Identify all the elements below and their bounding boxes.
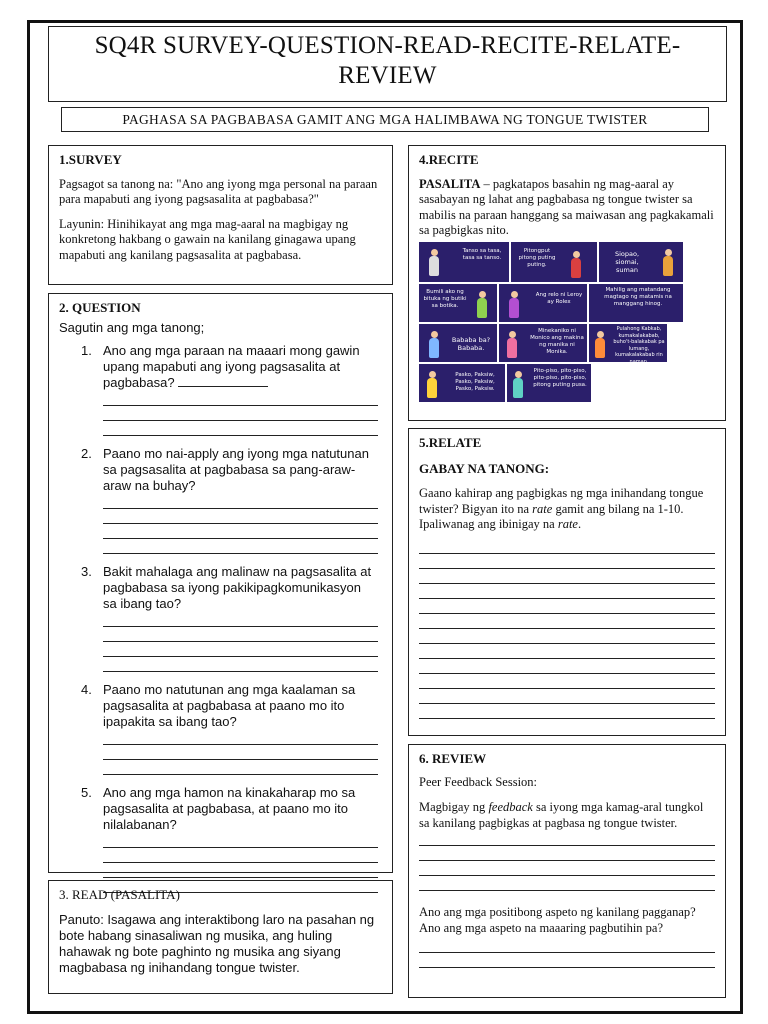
answer-line[interactable]: [103, 760, 378, 775]
question-item: [59, 682, 378, 775]
card-caption: Ang relo ni Leroy ay Rolex: [535, 292, 583, 305]
question-heading: 2. QUESTION: [59, 300, 141, 315]
answer-line[interactable]: [419, 614, 715, 629]
recite-heading: 4.RECITE: [419, 152, 479, 167]
answer-line[interactable]: [419, 846, 715, 861]
answer-line[interactable]: [103, 539, 378, 554]
tongue-twister-card: [510, 241, 598, 283]
recite-term: PASALITA: [419, 176, 481, 191]
tongue-twister-card: [498, 283, 588, 323]
answer-line[interactable]: [103, 730, 378, 745]
answer-line[interactable]: [103, 833, 378, 848]
question-number: 5.: [81, 785, 92, 800]
tongue-twister-card: [498, 323, 588, 363]
question-intro: Sagutin ang mga tanong;: [59, 319, 205, 335]
tongue-twister-card: [418, 283, 498, 323]
answer-line[interactable]: [419, 584, 715, 599]
card-caption: Siopao, siomai, suman: [614, 250, 640, 274]
person-figure-icon: [663, 256, 673, 276]
survey-question: Pagsagot sa tanong na: "Ano ang iyong mga personal na paraan para mapabuti ang iyong pagsasalita at pagbabasa?": [59, 176, 378, 206]
review-answer-lines: [419, 831, 715, 891]
question-number: 4.: [81, 682, 92, 697]
card-caption: Minekaniko ni Monico ang makina ng manika ni Monika.: [530, 328, 584, 355]
tongue-twister-card: [418, 363, 506, 403]
card-caption: Bumili ako ng bituka ng butiki sa botika.: [423, 289, 467, 309]
relate-heading: 5.RELATE: [419, 435, 482, 450]
answer-line[interactable]: [419, 539, 715, 554]
relate-question: [419, 486, 715, 533]
answer-line[interactable]: [103, 627, 378, 642]
title-line-1: SQ4R SURVEY-QUESTION-READ-RECITE-RELATE-: [94, 32, 681, 59]
question-item: [59, 564, 378, 672]
question-number: 2.: [81, 446, 92, 461]
answer-line[interactable]: [103, 657, 378, 672]
answer-line[interactable]: [103, 745, 378, 760]
answer-line[interactable]: [419, 938, 715, 953]
person-figure-icon: [507, 338, 517, 358]
read-instructions: Panuto: Isagawa ang interaktibong laro na pasahan ng bote habang sinasaliwan ng musika, ang huling hahawak ng bote paghinto ng musika ang siyang magbabasa ng inihandang tongue twister.: [59, 911, 375, 975]
card-caption: Pito-piso, pito-piso, pito-piso, pito-piso, pitong puting pusa.: [533, 368, 587, 388]
feedback-term: feedback: [488, 800, 533, 814]
card-caption: Pitongput pitong puting puting.: [518, 248, 556, 268]
question-text: Bakit mahalaga ang malinaw na pagsasalita at pagbabasa sa iyong pakikipagkomunikasyon sa ibang tao?: [103, 564, 372, 611]
person-figure-icon: [427, 378, 437, 398]
relate-text-b: gamit ang bilang na 1-10. Ipaliwanag ang ibinigay na: [419, 501, 684, 531]
rate-term: rate: [532, 501, 553, 516]
answer-line[interactable]: [103, 524, 378, 539]
recite-text: [419, 177, 715, 239]
answer-line[interactable]: [419, 876, 715, 891]
read-heading: 3. READ (PASALITA): [59, 887, 180, 902]
recite-description: – pagkatapos basahin ng mag-aaral ay sasabayan ng lahat ang pagbabasa ng tongue twister sa mabilis na paraan hanggang sa maiwasan ang pagkakamali sa pagbigkas nito.: [419, 176, 714, 237]
answer-line[interactable]: [103, 421, 378, 436]
answer-line[interactable]: [419, 861, 715, 876]
tongue-twister-card: [598, 241, 684, 283]
answer-line[interactable]: [419, 599, 715, 614]
answer-line[interactable]: [419, 704, 715, 719]
review-text-b: sa iyong mga kamag-aral tungkol sa kanilang pagbigkas at pagbasa ng tongue twister.: [419, 800, 704, 830]
person-figure-icon: [477, 298, 487, 318]
title-box: [48, 26, 727, 102]
review-heading: 6. REVIEW: [419, 751, 487, 766]
answer-line[interactable]: [103, 848, 378, 863]
question-text: Ano ang mga hamon na kinakaharap mo sa pagsasalita at pagbabasa, at paano mo ito nilalabanan?: [103, 785, 356, 832]
review-text-a: Magbigay ng: [419, 800, 489, 814]
survey-objective: Layunin: Hinihikayat ang mga mag-aaral na magbigay ng konkretong hakbang o gawain na kanilang ginagawa upang mapabuti ang kanilang pagsasalita at pagbabasa.: [59, 216, 356, 262]
tongue-twister-card: [418, 241, 510, 283]
answer-line[interactable]: [419, 569, 715, 584]
review-instruction: [419, 800, 715, 831]
survey-heading: 1.SURVEY: [59, 152, 122, 167]
card-caption: Mahilig ang matandang magtago ng matamis na manggang hinog.: [604, 287, 672, 307]
rate-term: rate: [557, 517, 578, 531]
tongue-twister-card: [506, 363, 592, 403]
answer-line[interactable]: [103, 863, 378, 878]
question-item: [59, 785, 378, 893]
guide-question-heading: GABAY NA TANONG:: [419, 460, 550, 476]
question-text: Paano mo natutunan ang mga kaalaman sa pagsasalita at pagbabasa at paano mo ito ipapakita sa ibang tao?: [103, 682, 356, 729]
recite-panel: [408, 145, 726, 421]
answer-line[interactable]: [419, 831, 715, 846]
review-reflection-lines: [419, 938, 715, 968]
tongue-twister-card: [418, 323, 498, 363]
answer-line[interactable]: [103, 509, 378, 524]
answer-line[interactable]: [103, 406, 378, 421]
read-panel: [48, 880, 393, 994]
card-caption: Tanso sa tasa, tasa sa tanso.: [462, 248, 502, 261]
card-caption: Pulahong Kabkab, kumakalakabab, buho't-balakabak pa lumang, kumakalakabab rin naman.: [613, 326, 665, 365]
tongue-twister-collage: [418, 241, 684, 403]
card-caption: Bababa ba? Bababa.: [451, 336, 491, 352]
person-figure-icon: [595, 338, 605, 358]
answer-line[interactable]: [419, 689, 715, 704]
relate-text-a: Gaano kahirap ang pagbigkas ng mga inihandang tongue twister? Bigyan ito na: [419, 486, 704, 516]
tongue-twister-card: [588, 323, 668, 363]
person-figure-icon: [571, 258, 581, 278]
title-line-2: REVIEW: [338, 62, 437, 89]
subtitle: PAGHASA SA PAGBABASA GAMIT ANG MGA HALIMBAWA NG TONGUE TWISTER: [61, 107, 709, 132]
card-caption: Pasko, Paksiw, Pasko, Paksiw, Pasko, Paksiw.: [455, 372, 495, 392]
relate-panel: [408, 428, 726, 736]
answer-line[interactable]: [419, 644, 715, 659]
tongue-twister-card: [588, 283, 684, 323]
question-text: Paano mo nai-apply ang iyong mga natutunan sa pagsasalita at pagbabasa sa pang-araw-araw na buhay?: [103, 446, 369, 493]
answer-line[interactable]: [103, 642, 378, 657]
question-item: [59, 343, 378, 436]
question-panel: [48, 293, 393, 873]
answer-line[interactable]: [419, 953, 715, 968]
person-figure-icon: [513, 378, 523, 398]
relate-text-c: .: [577, 517, 582, 531]
person-figure-icon: [429, 256, 439, 276]
answer-line[interactable]: [419, 629, 715, 644]
answer-line[interactable]: [419, 674, 715, 689]
answer-line[interactable]: [103, 612, 378, 627]
question-number: 1.: [81, 343, 92, 358]
person-figure-icon: [429, 338, 439, 358]
question-text: Ano ang mga paraan na maaari mong gawin upang mapabuti ang iyong pagsasalita at pagbabasa?: [103, 343, 360, 390]
answer-line[interactable]: [103, 494, 378, 509]
answer-line[interactable]: [178, 375, 268, 387]
review-session-label: Peer Feedback Session:: [419, 774, 538, 789]
review-panel: [408, 744, 726, 998]
answer-line[interactable]: [103, 391, 378, 406]
person-figure-icon: [509, 298, 519, 318]
answer-line[interactable]: [419, 659, 715, 674]
page-title: [49, 27, 726, 91]
answer-line[interactable]: [419, 554, 715, 569]
relate-answer-lines: [419, 539, 715, 719]
review-reflection-question: Ano ang mga positibong aspeto ng kanilang pagganap? Ano ang mga aspeto na maaaring pagbutihin pa?: [419, 905, 696, 935]
question-item: [59, 446, 378, 554]
survey-panel: [48, 145, 393, 285]
question-number: 3.: [81, 564, 92, 579]
